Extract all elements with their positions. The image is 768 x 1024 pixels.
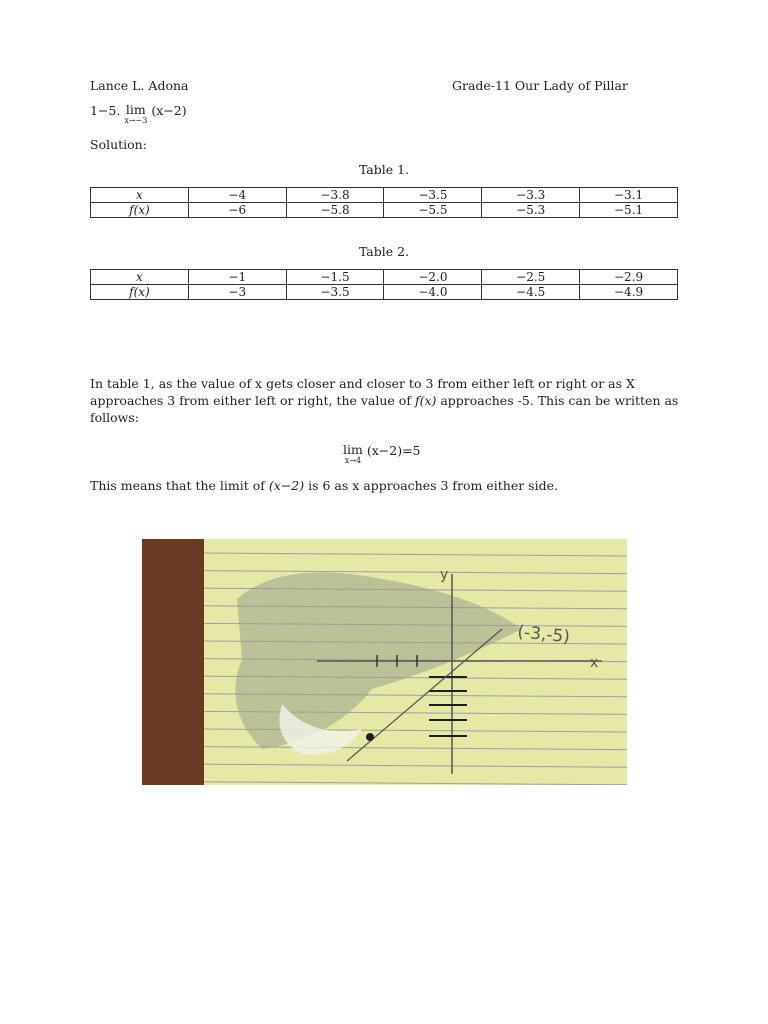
table-cell: f(x) [91,203,189,218]
table2 [90,269,678,300]
table-row [91,203,678,218]
table-cell: −5.5 [384,203,482,218]
fx-inline: f(x) [414,393,437,408]
table-cell: −3.3 [482,188,580,203]
x-axis-label: x [590,655,599,671]
author-name: Lance L. Adona [90,78,189,93]
table-cell: −4.5 [482,285,580,300]
table-cell: −5.1 [580,203,678,218]
table1 [90,187,678,218]
table-cell: −1.5 [286,270,384,285]
table-cell: −4.0 [384,285,482,300]
limit-expression: (x−2)=5 [366,443,421,458]
table-row [91,285,678,300]
table-cell: x [91,188,189,203]
table-cell: −1 [188,270,286,285]
table-row [91,270,678,285]
table-cell: −2.5 [482,270,580,285]
plotted-point [366,733,374,741]
graph-photo-drawing [142,539,627,785]
class-section: Grade-11 Our Lady of Pillar [452,78,628,93]
point-label: (-3,-5) [516,622,571,648]
table-cell: −6 [188,203,286,218]
table-cell: x [91,270,189,285]
table-cell: −5.8 [286,203,384,218]
limit-equation [343,443,421,465]
table-cell: −3.5 [384,188,482,203]
table-cell: −2.0 [384,270,482,285]
table1-caption: Table 1. [358,162,410,177]
expr-inline: (x−2) [268,478,305,493]
limit-subscript: x→4 [344,456,362,465]
table-cell: −3.5 [286,285,384,300]
problem-statement [90,103,187,125]
table-cell: f(x) [91,285,189,300]
conclusion-paragraph: This means that the limit of (x−2) is 6 as x approaches 3 from either side. [90,478,558,493]
table-cell: −3.1 [580,188,678,203]
problem-expression: (x−2) [151,103,187,118]
limit-operator: lim x→4 [343,442,363,465]
table-cell: −3.8 [286,188,384,203]
problem-limit-subscript: x→−3 [124,116,148,125]
table-row [91,188,678,203]
table-cell: −3 [188,285,286,300]
table-cell: −4 [188,188,286,203]
table-cell: −5.3 [482,203,580,218]
problem-limit: lim x→−3 [124,102,148,125]
graph-photo [142,539,627,785]
table2-caption: Table 2. [358,244,410,259]
table-cell: −2.9 [580,270,678,285]
solution-label: Solution: [90,137,147,152]
table-cell: −4.9 [580,285,678,300]
explanation-paragraph: In table 1, as the value of x gets closer and closer to 3 from either left or right or as X approaches 3 from either left or right, the value of f(x) approaches -5. This can be written as follows: [90,376,679,425]
problem-number: 1−5. [90,103,121,118]
y-axis-label: y [440,567,449,583]
